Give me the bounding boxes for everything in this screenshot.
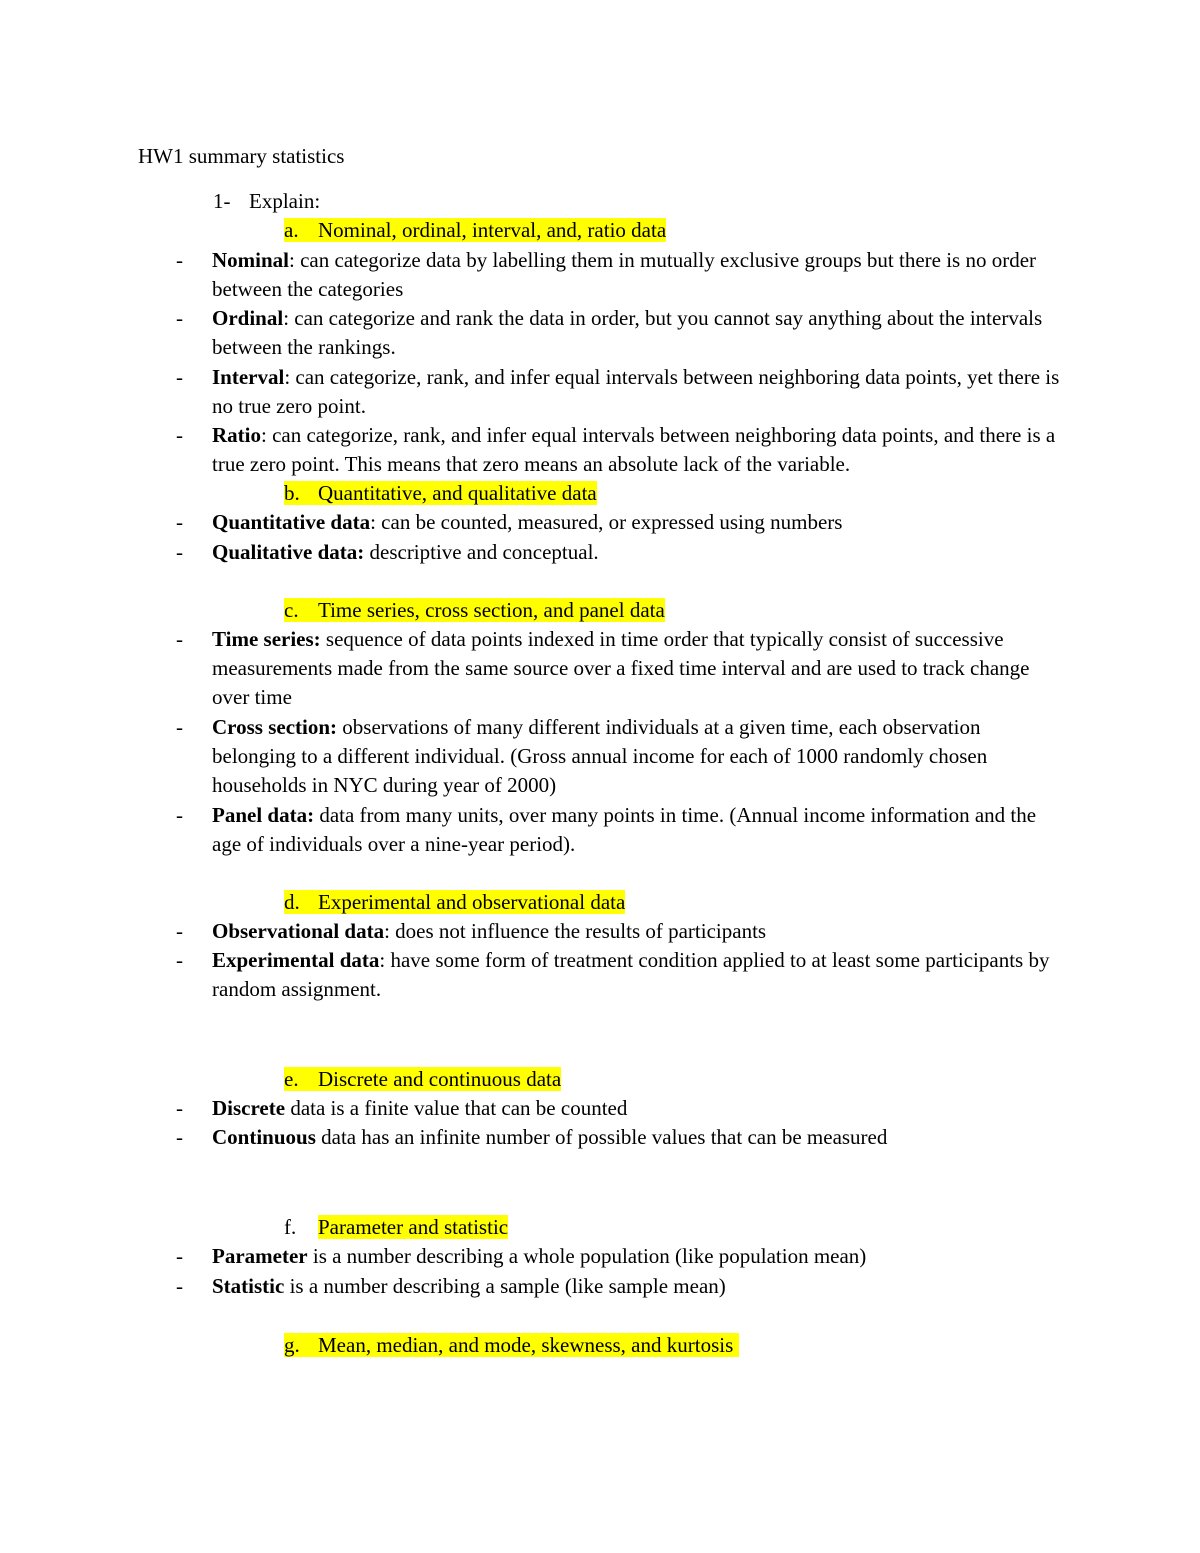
bullet-ratio [176,421,1066,479]
bullet-qualitative [176,538,1066,567]
bullet-dash: - [176,365,183,389]
bullet-term: Continuous [212,1125,316,1149]
bullet-term: Observational data [212,919,385,943]
bullet-dash: - [176,1274,183,1298]
bullet-discrete [176,1094,1066,1123]
bullet-term: Panel data: [212,803,315,827]
bullet-term: Nominal [212,248,290,272]
bullet-dash: - [176,540,183,564]
bullet-text: data from many units, over many points in time. (Annual income information and the age of individuals over a nine-year period). [212,803,1037,857]
bullet-text: sequence of data points indexed in time order that typically consist of successive measurements made from the same source over a fixed time interval and are used to track change over time [212,627,1030,710]
bullet-text: data is a finite value that can be counted [285,1096,628,1120]
bullet-term: Ratio [212,423,261,447]
bullet-dash: - [176,919,183,943]
section-letter: e. [284,1067,299,1091]
bullet-dash: - [176,1096,183,1120]
section-letter: c. [284,598,299,622]
bullet-text: : have some form of treatment condition applied to at least some participants by random assignment. [212,948,1050,1002]
bullet-dash: - [176,803,183,827]
bullet-text: : can categorize data by labelling them in mutually exclusive groups but there is no order between the categories [212,248,1037,302]
section-heading-text: Nominal, ordinal, interval, and, ratio data [318,218,667,242]
bullet-text: descriptive and conceptual. [364,540,599,564]
section-letter: g. [284,1333,300,1357]
bullet-text: : can categorize, rank, and infer equal intervals between neighboring data points, and there is a true zero point. This means that zero means an absolute lack of the variable. [212,423,1056,477]
section-heading-c [284,596,665,625]
section-heading-text: Parameter and statistic [318,1215,509,1239]
section-letter: f. [284,1215,297,1239]
bullet-continuous [176,1123,1066,1152]
bullet-statistic [176,1272,1066,1301]
bullet-interval [176,363,1066,421]
bullet-term: Cross section: [212,715,338,739]
bullet-text: is a number describing a whole population (like population mean) [307,1244,867,1268]
section-heading-text: Experimental and observational data [318,890,626,914]
section-heading-text: Quantitative, and qualitative data [318,481,597,505]
section-letter: d. [284,890,300,914]
bullet-text: : can categorize and rank the data in order, but you cannot say anything about the intervals between the rankings. [212,306,1043,360]
explain-item [213,187,320,216]
bullet-dash: - [176,510,183,534]
bullet-quantitative [176,508,1066,537]
bullet-text: : can categorize, rank, and infer equal intervals between neighboring data points, yet there is no true zero point. [212,365,1060,419]
bullet-text: is a number describing a sample (like sample mean) [284,1274,726,1298]
bullet-text: : does not influence the results of participants [384,919,767,943]
bullet-dash: - [176,948,183,972]
bullet-dash: - [176,306,183,330]
bullet-term: Parameter [212,1244,308,1268]
section-heading-text: Time series, cross section, and panel data [318,598,665,622]
bullet-term: Discrete [212,1096,286,1120]
section-heading-d [284,888,625,917]
bullet-dash: - [176,627,183,651]
section-heading-text: Discrete and continuous data [318,1067,562,1091]
bullet-term: Time series: [212,627,321,651]
section-heading-text: Mean, median, and mode, skewness, and kurtosis [318,1333,734,1357]
bullet-time-series [176,625,1066,713]
bullet-term: Interval [212,365,285,389]
explain-label: Explain: [249,189,321,213]
bullet-term: Experimental data [212,948,380,972]
bullet-term: Quantitative data [212,510,371,534]
bullet-dash: - [176,248,183,272]
section-heading-f [284,1213,508,1242]
section-heading-g [284,1331,739,1360]
bullet-parameter [176,1242,1066,1271]
bullet-panel-data [176,801,1066,859]
bullet-term: Qualitative data: [212,540,365,564]
section-heading-e [284,1065,561,1094]
section-letter: a. [284,218,299,242]
bullet-text: : can be counted, measured, or expressed using numbers [370,510,843,534]
explain-number: 1- [213,189,231,213]
bullet-observational [176,917,1066,946]
section-letter: b. [284,481,300,505]
bullet-dash: - [176,1125,183,1149]
bullet-cross-section [176,713,1066,801]
bullet-nominal [176,246,1066,304]
bullet-dash: - [176,715,183,739]
bullet-ordinal [176,304,1066,362]
bullet-text: observations of many different individuals at a given time, each observation belonging to a different individual. (Gross annual income for each of 1000 randomly chosen households in NYC during year of 2000) [212,715,988,798]
bullet-dash: - [176,423,183,447]
bullet-text: data has an infinite number of possible values that can be measured [315,1125,888,1149]
bullet-term: Statistic [212,1274,285,1298]
bullet-dash: - [176,1244,183,1268]
section-heading-b [284,479,597,508]
bullet-experimental [176,946,1066,1004]
bullet-term: Ordinal [212,306,284,330]
section-heading-a [284,216,666,245]
document-title: HW1 summary statistics [138,144,345,168]
